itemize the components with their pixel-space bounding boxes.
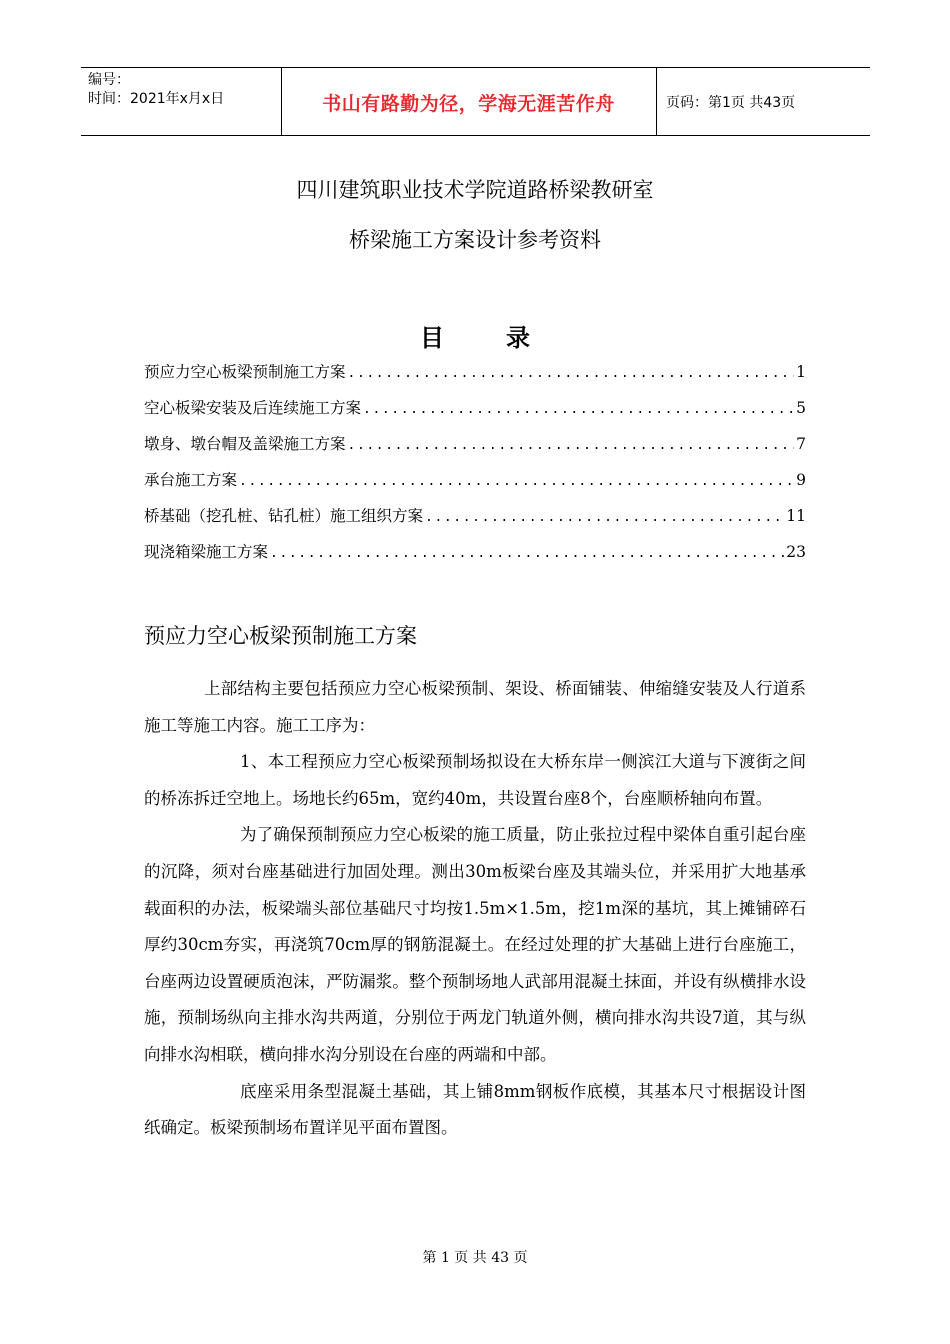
document-title-line-1: 四川建筑职业技术学院道路桥梁教研室 xyxy=(296,178,654,202)
toc-leader-dots xyxy=(348,438,795,453)
page-footer: 第 1 页 共 43 页 xyxy=(422,1250,528,1266)
toc-leader-dots xyxy=(363,402,794,417)
header-slogan: 书山有路勤为径，学海无涯苦作舟 xyxy=(322,93,615,115)
toc-entry[interactable] xyxy=(144,468,806,504)
body-paragraph: 为了确保预制预应力空心板梁的施工质量，防止张拉过程中梁体自重引起台座的沉降，须对台座基础进行加固处理。测出30m板梁台座及其端头位，并采用扩大地基承载面积的办法，板梁端头部位基础尺寸均按1.5m×1.5m，挖1m深的基坑，其上摊铺碎石厚约30cm夯实，再浇筑70cm厚的钢筋混凝土。在经过处理的扩大基础上进行台座施工，台座两边设置硬质泡沫，严防漏浆。整个预制场地人武部用混凝土抹面，并设有纵横排水设施，预制场纵向主排水沟共两道，分别位于两龙门轨道外侧，横向排水沟共设7道，其与纵向排水沟相联，横向排水沟分别设在台座的两端和中部。 xyxy=(144,825,806,1064)
header-top-rule xyxy=(81,67,870,68)
toc-entry-title: 桥基础（挖孔桩、钻孔桩）施工组织方案 xyxy=(144,507,424,525)
document-number-label: 编号： xyxy=(88,72,130,88)
toc-entry-page: 23 xyxy=(786,543,806,561)
toc-leader-dots xyxy=(270,546,784,561)
toc-heading-char: 目 xyxy=(420,324,444,352)
header-bottom-rule xyxy=(81,135,870,136)
section-body xyxy=(144,671,806,1147)
toc-entry-title: 空心板梁安装及后连续施工方案 xyxy=(144,399,362,417)
toc-entry[interactable] xyxy=(144,504,806,540)
body-paragraph: 上部结构主要包括预应力空心板梁预制、架设、桥面铺装、伸缩缝安装及人行道系施工等施工内容。施工工序为： xyxy=(144,679,806,735)
toc-entry[interactable] xyxy=(144,396,806,432)
toc-entry[interactable] xyxy=(144,360,806,396)
toc-heading-char: 录 xyxy=(506,324,530,352)
toc-entry-title: 墩身、墩台帽及盖梁施工方案 xyxy=(144,435,346,453)
table-of-contents xyxy=(144,360,806,576)
toc-entry-page: 11 xyxy=(786,507,806,525)
toc-leader-dots xyxy=(425,510,784,525)
header-page-info: 页码：第1页 共43页 xyxy=(666,95,796,111)
section-heading: 预应力空心板梁预制施工方案 xyxy=(144,624,417,648)
toc-leader-dots xyxy=(348,366,795,381)
toc-entry-title: 承台施工方案 xyxy=(144,471,238,489)
toc-entry-title: 现浇箱梁施工方案 xyxy=(144,543,269,561)
document-time-label: 时间：2021年x月x日 xyxy=(88,91,225,107)
body-paragraph: 底座采用条型混凝土基础，其上铺8mm钢板作底模，其基本尺寸根据设计图纸确定。板梁预制场布置详见平面布置图。 xyxy=(144,1081,806,1138)
toc-entry-title: 预应力空心板梁预制施工方案 xyxy=(144,363,346,381)
toc-leader-dots xyxy=(239,474,794,489)
toc-entry-page: 7 xyxy=(796,435,806,453)
body-paragraph: 1、本工程预应力空心板梁预制场拟设在大桥东岸一侧滨江大道与下渡街之间的桥冻拆迁空地上。场地长约65m，宽约40m，共设置台座8个，台座顺桥轴向布置。 xyxy=(144,752,806,808)
toc-heading xyxy=(0,318,950,353)
document-header xyxy=(81,67,870,136)
toc-entry[interactable] xyxy=(144,540,806,576)
toc-entry-page: 9 xyxy=(796,471,806,489)
toc-entry[interactable] xyxy=(144,432,806,468)
header-divider xyxy=(656,67,657,136)
toc-entry-page: 1 xyxy=(796,363,806,381)
document-title-line-2: 桥梁施工方案设计参考资料 xyxy=(349,228,601,252)
toc-entry-page: 5 xyxy=(796,399,806,417)
